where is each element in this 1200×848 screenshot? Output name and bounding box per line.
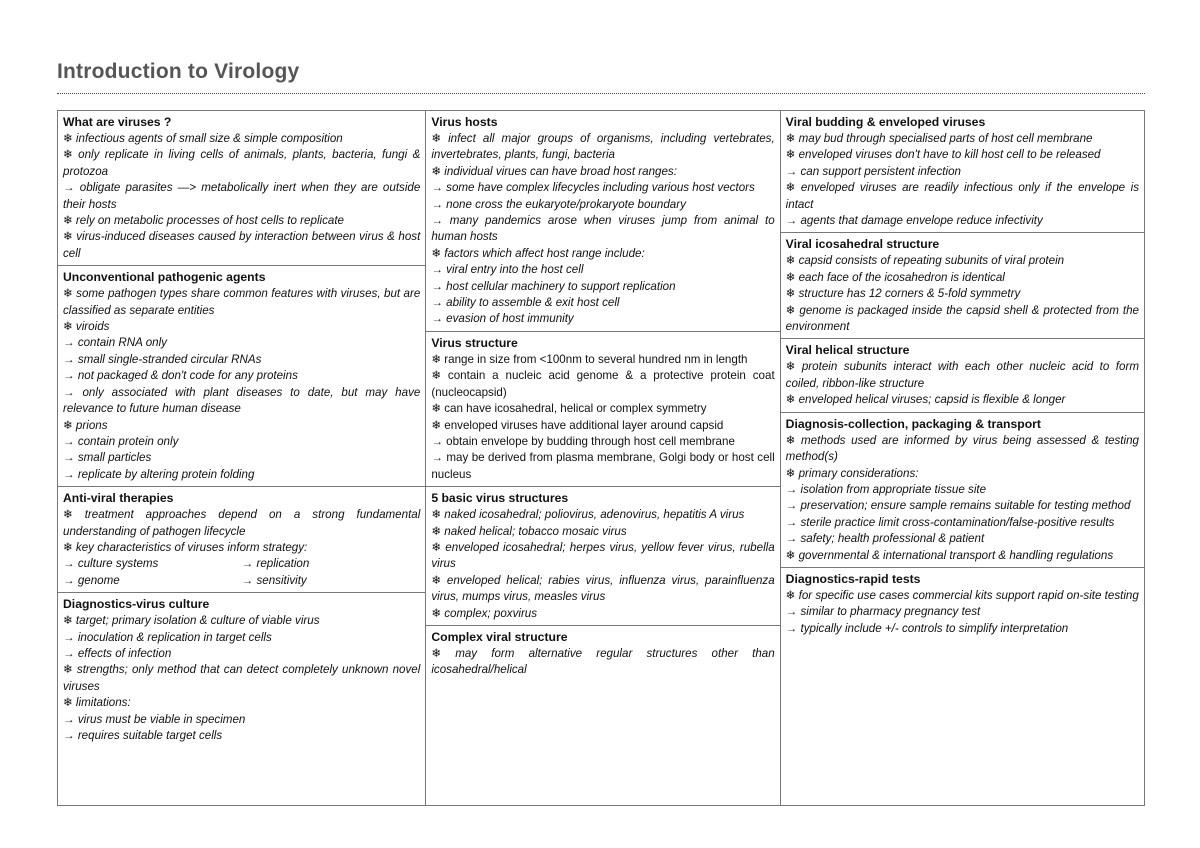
bullet-line: ❄ contain a nucleic acid genome & a protective protein coat (nucleocapsid): [431, 369, 775, 399]
bullet-line: → some have complex lifecycles including various host vectors: [431, 181, 755, 195]
bullet-line: → obtain envelope by budding through host cell membrane: [431, 434, 735, 448]
section-viral-icosahedral-structure: [781, 233, 1144, 339]
two-column-row: [63, 556, 420, 572]
section-virus-structure: [426, 332, 779, 487]
bullet-line: → replicate by altering protein folding: [63, 467, 255, 481]
bullet-line: → small particles: [63, 451, 152, 465]
bullet-line: → none cross the eukaryote/prokaryote boundary: [431, 197, 686, 211]
bullet-line: ❄ strengths; only method that can detect completely unknown novel viruses: [63, 663, 421, 693]
section-title: Complex viral structure: [431, 629, 568, 644]
section-title: Anti-viral therapies: [63, 491, 174, 506]
bullet-line: → preservation; ensure sample remains suitable for testing method: [785, 499, 1131, 513]
bullet-line: ❄ capsid consists of repeating subunits of viral protein: [785, 254, 1065, 268]
bullet-line: → contain protein only: [63, 434, 179, 448]
bullet-line: ❄ treatment approaches depend on a strong fundamental understanding of pathogen lifecycle: [63, 508, 421, 538]
bullet-line: → ability to assemble & exit host cell: [431, 296, 620, 310]
bullet-line: ❄ key characteristics of viruses inform strategy:: [63, 540, 308, 554]
bullet-line: ❄ protein subunits interact with each other nucleic acid to form coiled, ribbon-like structure: [785, 360, 1139, 390]
bullet-line: ❄ virus-induced diseases caused by interaction between virus & host cell: [63, 230, 421, 260]
section-title: Viral helical structure: [785, 343, 910, 358]
section-complex-viral-structure: [426, 626, 779, 805]
page-title: Introduction to Virology: [57, 60, 300, 83]
bullet-line: → effects of infection: [63, 646, 172, 660]
bullet-line: → sensitivity: [241, 573, 307, 587]
section-title: Virus structure: [431, 335, 518, 350]
bullet-line: ❄ can have icosahedral, helical or complex symmetry: [431, 402, 707, 416]
section-title: What are viruses ?: [63, 115, 172, 129]
bullet-line: ❄ prions: [63, 418, 108, 432]
bullet-line: → culture systems: [63, 557, 159, 571]
bullet-line: → not packaged & don't code for any proteins: [63, 369, 298, 383]
section-viral-budding-enveloped-viruses: [781, 111, 1144, 233]
bullet-line: ❄ each face of the icosahedron is identical: [785, 270, 1005, 284]
bullet-line: → many pandemics arose when viruses jump from animal to human hosts: [431, 214, 775, 244]
bullet-line: ❄ individual virues can have broad host ranges:: [431, 164, 677, 178]
section-title: Diagnostics-virus culture: [63, 597, 210, 612]
bullet-line: ❄ may bud through specialised parts of host cell membrane: [785, 132, 1093, 145]
section-diagnostics-rapid-tests: [781, 568, 1144, 805]
title-divider: [57, 93, 1145, 94]
column-3: [780, 111, 1144, 805]
bullet-line: → viral entry into the host cell: [431, 263, 584, 277]
bullet-line: ❄ may form alternative regular structures other than icosahedral/helical: [431, 646, 775, 677]
section-viral-helical-structure: [781, 339, 1144, 412]
bullet-line: ❄ infect all major groups of organisms, including vertebrates, invertebrates, plants, fungi, bacteria: [431, 132, 775, 162]
section-what-are-viruses: [58, 111, 425, 266]
section-title: Diagnosis-collection, packaging & transport: [785, 416, 1041, 431]
section-title: Virus hosts: [431, 115, 498, 129]
section-anti-viral-therapies: [58, 487, 425, 593]
notes-sheet: [57, 110, 1145, 806]
bullet-line: ❄ genome is packaged inside the capsid shell & protected from the environment: [785, 303, 1139, 334]
bullet-line: → safety; health professional & patient: [785, 532, 985, 546]
bullet-line: → sterile practice limit cross-contamination/false-positive results: [785, 515, 1115, 529]
bullet-line: → genome: [63, 573, 120, 587]
section-title: Viral budding & enveloped viruses: [785, 115, 986, 129]
bullet-line: ❄ primary considerations:: [785, 466, 919, 480]
bullet-line: ❄ infectious agents of small size & simple composition: [63, 132, 343, 145]
bullet-line: → agents that damage envelope reduce infectivity: [785, 214, 1043, 228]
bullet-line: ❄ complex; poxvirus: [431, 606, 538, 620]
bullet-line: ❄ factors which affect host range include:: [431, 246, 645, 260]
bullet-line: ❄ enveloped viruses don't have to kill host cell to be released: [785, 148, 1101, 162]
bullet-line: ❄ target; primary isolation & culture of viable virus: [63, 614, 320, 628]
bullet-line: → can support persistent infection: [785, 164, 961, 178]
bullet-line: ❄ enveloped icosahedral; herpes virus, yellow fever virus, rubella virus: [431, 540, 775, 571]
bullet-line: → typically include +/- controls to simplify interpretation: [785, 621, 1069, 635]
section-title: 5 basic virus structures: [431, 491, 569, 506]
bullet-line: ❄ enveloped viruses have additional layer around capsid: [431, 418, 724, 432]
bullet-line: ❄ limitations:: [63, 696, 131, 710]
bullet-line: ❄ naked helical; tobacco mosaic virus: [431, 524, 627, 538]
section-diagnostics-virus-culture: [58, 593, 425, 805]
section-virus-hosts: [426, 111, 779, 332]
column-1: [58, 111, 425, 805]
bullet-line: → obligate parasites —> metabolically inert when they are outside their hosts: [63, 181, 421, 211]
bullet-line: ❄ enveloped viruses are readily infectious only if the envelope is intact: [785, 181, 1139, 211]
bullet-line: → requires suitable target cells: [63, 729, 223, 742]
bullet-line: ❄ enveloped helical; rabies virus, influenza virus, parainfluenza virus, mumps virus, measles virus: [431, 573, 775, 604]
bullet-line: → virus must be viable in specimen: [63, 712, 246, 726]
section-title: Diagnostics-rapid tests: [785, 571, 921, 586]
column-2: [425, 111, 779, 805]
bullet-line: ❄ methods used are informed by virus being assessed & testing method(s): [785, 433, 1139, 464]
bullet-line: ❄ enveloped helical viruses; capsid is flexible & longer: [785, 393, 1066, 407]
bullet-line: ❄ governmental & international transport & handling regulations: [785, 548, 1114, 562]
bullet-line: → only associated with plant diseases to date, but may have relevance to future human disease: [63, 385, 421, 416]
two-column-row: [63, 573, 420, 589]
bullet-line: ❄ only replicate in living cells of animals, plants, bacteria, fungi & protozoa: [63, 148, 421, 178]
bullet-line: → isolation from appropriate tissue site: [785, 482, 987, 496]
bullet-line: ❄ structure has 12 corners & 5-fold symmetry: [785, 287, 1021, 301]
bullet-line: → inoculation & replication in target cells: [63, 630, 272, 644]
bullet-line: ❄ range in size from <100nm to several hundred nm in length: [431, 352, 748, 366]
section-title: Unconventional pathogenic agents: [63, 270, 266, 285]
bullet-line: ❄ viroids: [63, 320, 110, 334]
bullet-line: → similar to pharmacy pregnancy test: [785, 605, 981, 619]
bullet-line: → evasion of host immunity: [431, 312, 574, 326]
section-diagnosis-collection-packaging-transport: [781, 413, 1144, 568]
bullet-line: ❄ some pathogen types share common features with viruses, but are classified as separate entities: [63, 287, 421, 317]
bullet-line: → host cellular machinery to support replication: [431, 279, 676, 293]
section-5-basic-virus-structures: [426, 487, 779, 626]
bullet-line: ❄ for specific use cases commercial kits support rapid on-site testing: [785, 588, 1139, 602]
bullet-line: → replication: [241, 557, 310, 571]
section-unconventional-pathogenic-agents: [58, 266, 425, 487]
bullet-line: ❄ naked icosahedral; poliovirus, adenovirus, hepatitis A virus: [431, 508, 745, 522]
bullet-line: ❄ rely on metabolic processes of host cells to replicate: [63, 214, 345, 228]
bullet-line: → contain RNA only: [63, 336, 167, 350]
section-title: Viral icosahedral structure: [785, 237, 940, 252]
bullet-line: → small single-stranded circular RNAs: [63, 352, 262, 366]
bullet-line: → may be derived from plasma membrane, Golgi body or host cell nucleus: [431, 451, 775, 481]
